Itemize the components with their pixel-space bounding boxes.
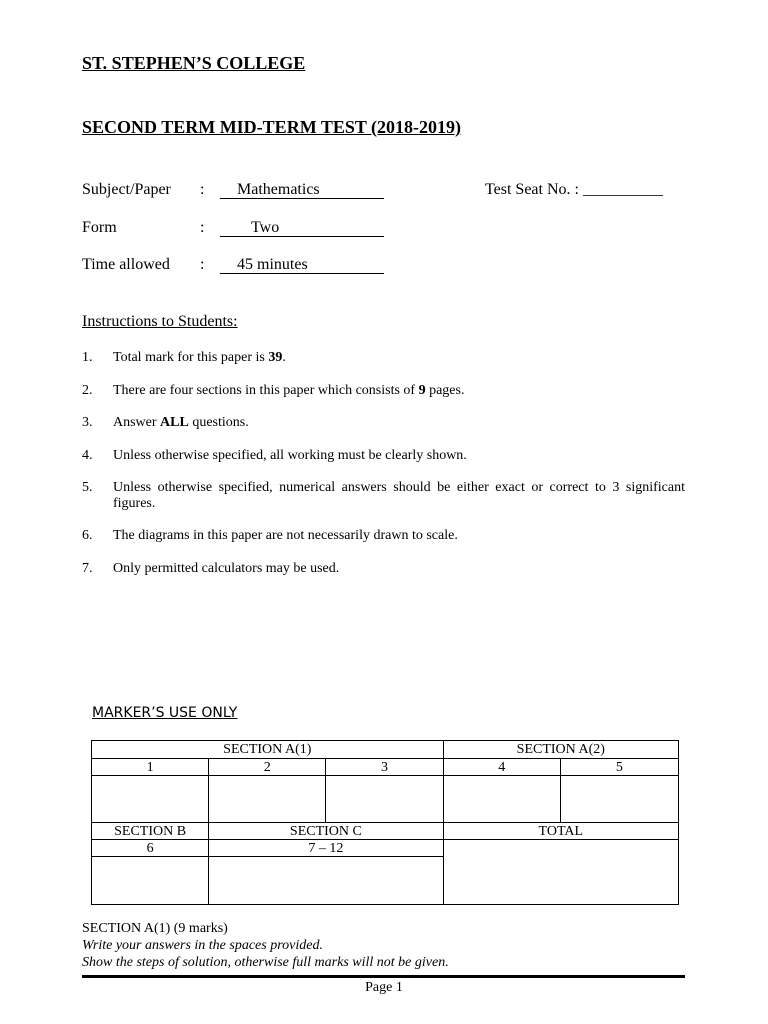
section-a1-header: SECTION A(1) bbox=[92, 741, 444, 759]
time-label: Time allowed bbox=[82, 256, 170, 273]
form-label: Form bbox=[82, 219, 117, 236]
instruction-item bbox=[82, 350, 685, 366]
question-6-header: 6 bbox=[92, 840, 209, 857]
instruction-number: 4. bbox=[82, 448, 93, 463]
section-a1-heading: SECTION A(1) (9 marks) bbox=[82, 921, 228, 936]
instruction-number: 7. bbox=[82, 561, 93, 576]
question-3-mark-cell bbox=[326, 776, 443, 823]
instruction-text: Total mark for this paper is bbox=[113, 350, 269, 365]
instruction-item bbox=[82, 528, 685, 544]
section-a1-intro bbox=[82, 920, 449, 971]
question-1-mark-cell bbox=[92, 776, 209, 823]
instruction-bold: 9 bbox=[418, 383, 426, 398]
subject-value-text: Mathematics bbox=[237, 181, 320, 198]
instruction-number: 5. bbox=[82, 480, 93, 495]
subject-value bbox=[220, 182, 384, 199]
question-6-mark-cell bbox=[92, 857, 209, 905]
instruction-number: 6. bbox=[82, 528, 93, 543]
marker-table bbox=[91, 740, 679, 905]
time-colon: : bbox=[200, 256, 205, 273]
question-2-header: 2 bbox=[209, 759, 326, 776]
instruction-text: Only permitted calculators may be used. bbox=[113, 561, 340, 576]
time-value-text: 45 minutes bbox=[237, 256, 308, 273]
question-7-12-mark-cell bbox=[209, 857, 443, 905]
form-colon: : bbox=[200, 219, 205, 236]
instruction-text-end: pages. bbox=[425, 383, 465, 398]
instruction-text-end: . bbox=[282, 350, 286, 365]
question-5-header: 5 bbox=[560, 759, 678, 776]
section-a2-header: SECTION A(2) bbox=[443, 741, 678, 759]
instruction-text-end: questions. bbox=[188, 415, 249, 430]
instruction-bold: 39 bbox=[268, 350, 283, 365]
instruction-text: The diagrams in this paper are not necessarily drawn to scale. bbox=[113, 528, 458, 543]
question-5-mark-cell bbox=[560, 776, 678, 823]
instruction-text: Unless otherwise specified, all working must be clearly shown. bbox=[113, 448, 467, 463]
total-mark-cell bbox=[443, 840, 678, 905]
footer-rule bbox=[82, 975, 685, 978]
test-title: SECOND TERM MID-TERM TEST (2018-2019) bbox=[82, 117, 462, 137]
question-7-12-header: 7 – 12 bbox=[209, 840, 443, 857]
marker-use-heading: MARKER’S USE ONLY bbox=[92, 705, 238, 721]
form-value-text: Two bbox=[251, 219, 280, 236]
school-name: ST. STEPHEN’S COLLEGE bbox=[82, 53, 306, 73]
instruction-number: 1. bbox=[82, 350, 93, 365]
instruction-text: Answer bbox=[113, 415, 161, 430]
subject-colon: : bbox=[200, 181, 205, 198]
instruction-item bbox=[82, 480, 685, 512]
section-a1-note-answers: Write your answers in the spaces provided. bbox=[82, 938, 323, 953]
instruction-item bbox=[82, 383, 685, 399]
section-c-header: SECTION C bbox=[209, 823, 443, 840]
instruction-bold: ALL bbox=[160, 415, 189, 430]
subject-label: Subject/Paper bbox=[82, 181, 171, 198]
instruction-number: 3. bbox=[82, 415, 93, 430]
question-3-header: 3 bbox=[326, 759, 443, 776]
instruction-text: There are four sections in this paper which consists of bbox=[113, 383, 419, 398]
time-value bbox=[220, 257, 384, 274]
question-4-header: 4 bbox=[443, 759, 560, 776]
total-header: TOTAL bbox=[443, 823, 678, 840]
instruction-item bbox=[82, 561, 685, 577]
page-number: Page 1 bbox=[365, 980, 403, 995]
section-b-header: SECTION B bbox=[92, 823, 209, 840]
question-4-mark-cell bbox=[443, 776, 560, 823]
test-seat-number: Test Seat No. : __________ bbox=[485, 181, 663, 198]
section-a1-note-steps: Show the steps of solution, otherwise full marks will not be given. bbox=[82, 955, 449, 970]
instructions-heading: Instructions to Students: bbox=[82, 313, 238, 330]
instruction-text: Unless otherwise specified, numerical answers should be either exact or correct to 3 significant figures. bbox=[113, 480, 685, 511]
instruction-item bbox=[82, 415, 685, 431]
instruction-item bbox=[82, 448, 685, 464]
question-2-mark-cell bbox=[209, 776, 326, 823]
form-value bbox=[220, 220, 384, 237]
question-1-header: 1 bbox=[92, 759, 209, 776]
instruction-number: 2. bbox=[82, 383, 93, 398]
